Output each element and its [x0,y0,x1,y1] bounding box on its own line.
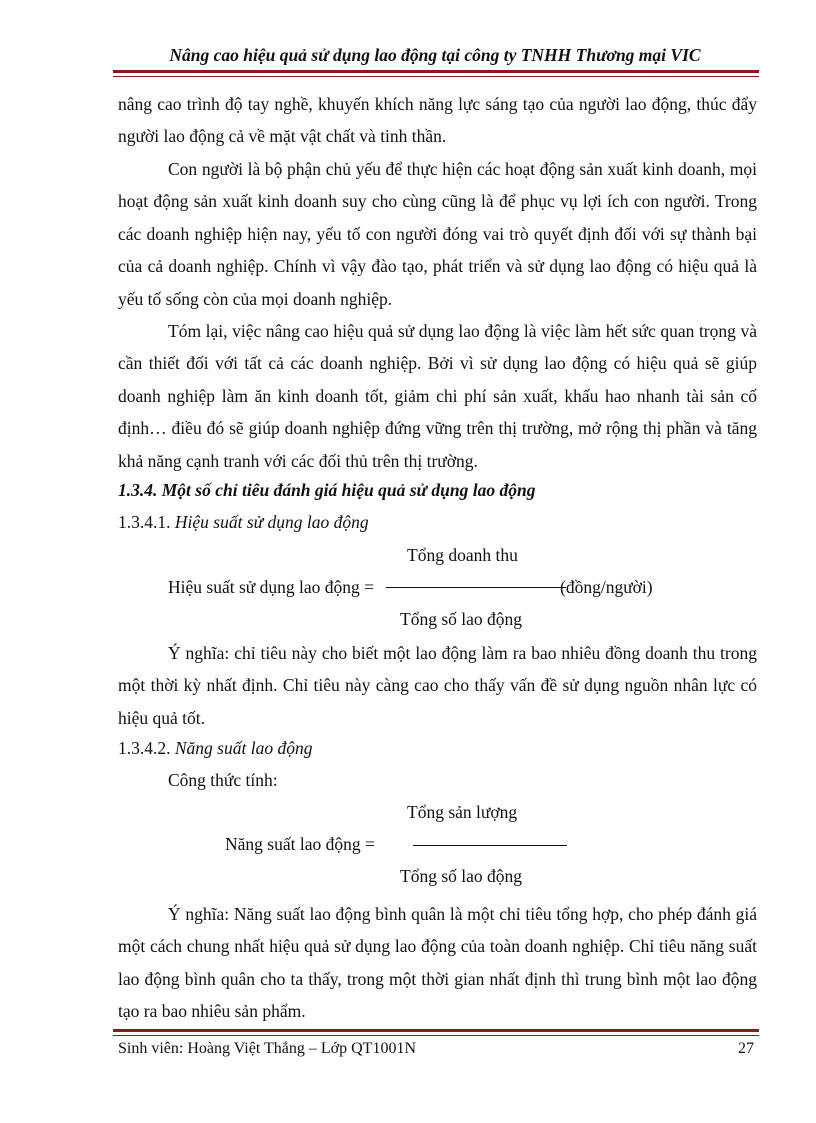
page-number: 27 [738,1040,754,1057]
formula1-lhs: Hiệu suất sử dụng lao động = [168,577,375,597]
formula2-intro: Công thức tính: [168,770,278,790]
formula1-denominator: Tổng số lao động [400,609,523,629]
formula1-numerator: Tổng doanh thu [407,545,518,565]
subsection-number: 1.3.4.2. [118,738,171,758]
subsection-heading-1 [118,512,369,533]
footer-student: Sinh viên: Hoàng Việt Thắng – Lớp QT1001N [118,1040,416,1057]
subsection-title: Năng suất lao động [174,738,313,758]
header-rule-thin [113,76,759,77]
paragraph-human-role: Con người là bộ phận chủ yếu để thực hiện các hoạt động sản xuất kinh doanh, mọi hoạt động sản xuất kinh doanh suy cho cùng cũng là để phục vụ lợi ích con người. Trong các doanh nghiệp hiện nay, yếu tố con người đóng vai trò quyết định đối với sự thành bại của cả doanh nghiệp. Chính vì vậy đào tạo, phát triển và sử dụng lao động có hiệu quả là yếu tố sống còn của mọi doanh nghiệp. [118,159,757,309]
header-rule-thick [113,70,759,73]
paragraph-continuation: nâng cao trình độ tay nghề, khuyến khích năng lực sáng tạo của người lao động, thúc đẩy người lao động cả về mặt vật chất và tinh thần. [118,94,757,147]
section-heading: 1.3.4. Một số chỉ tiêu đánh giá hiệu quả sử dụng lao động [118,480,536,500]
formula1-unit: (đồng/người) [560,577,653,597]
footer-rule-thin [113,1035,759,1036]
formula2-denominator: Tổng số lao động [400,866,523,886]
running-header-title: Nâng cao hiệu quả sử dụng lao động tại công ty TNHH Thương mại VIC [169,45,701,65]
footer-rule-thick [113,1029,759,1032]
paragraph-summary: Tóm lại, việc nâng cao hiệu quả sử dụng lao động là việc làm hết sức quan trọng và cần thiết đối với tất cả các doanh nghiệp. Bởi vì sử dụng lao động có hiệu quả sẽ giúp doanh nghiệp làm ăn kinh doanh tốt, giảm chi phí sản xuất, khấu hao nhanh tài sản cố định… điều đó sẽ giúp doanh nghiệp đứng vững trên thị trường, mở rộng thị phần và tăng khả năng cạnh tranh với các đối thủ trên thị trường. [118,321,757,471]
formula2-fraction-bar [413,845,567,846]
paragraph-meaning-1: Ý nghĩa: chỉ tiêu này cho biết một lao động làm ra bao nhiêu đồng doanh thu trong một thời kỳ nhất định. Chỉ tiêu này càng cao cho thấy vấn đề sử dụng nguồn nhân lực có hiệu quả tốt. [118,643,757,728]
paragraph-meaning-2: Ý nghĩa: Năng suất lao động bình quân là một chỉ tiêu tổng hợp, cho phép đánh giá một cách chung nhất hiệu quả sử dụng lao động của toàn doanh nghiệp. Chỉ tiêu năng suất lao động bình quân cho ta thấy, trong một thời gian nhất định thì trung bình một lao động tạo ra bao nhiêu sản phẩm. [118,904,757,1022]
subsection-heading-2 [118,738,312,759]
formula2-numerator: Tổng sản lượng [407,802,518,822]
formula1-fraction-bar [386,587,566,588]
subsection-title: Hiệu suất sử dụng lao động [174,512,369,532]
subsection-number: 1.3.4.1. [118,512,171,532]
formula2-lhs: Năng suất lao động = [225,834,375,854]
